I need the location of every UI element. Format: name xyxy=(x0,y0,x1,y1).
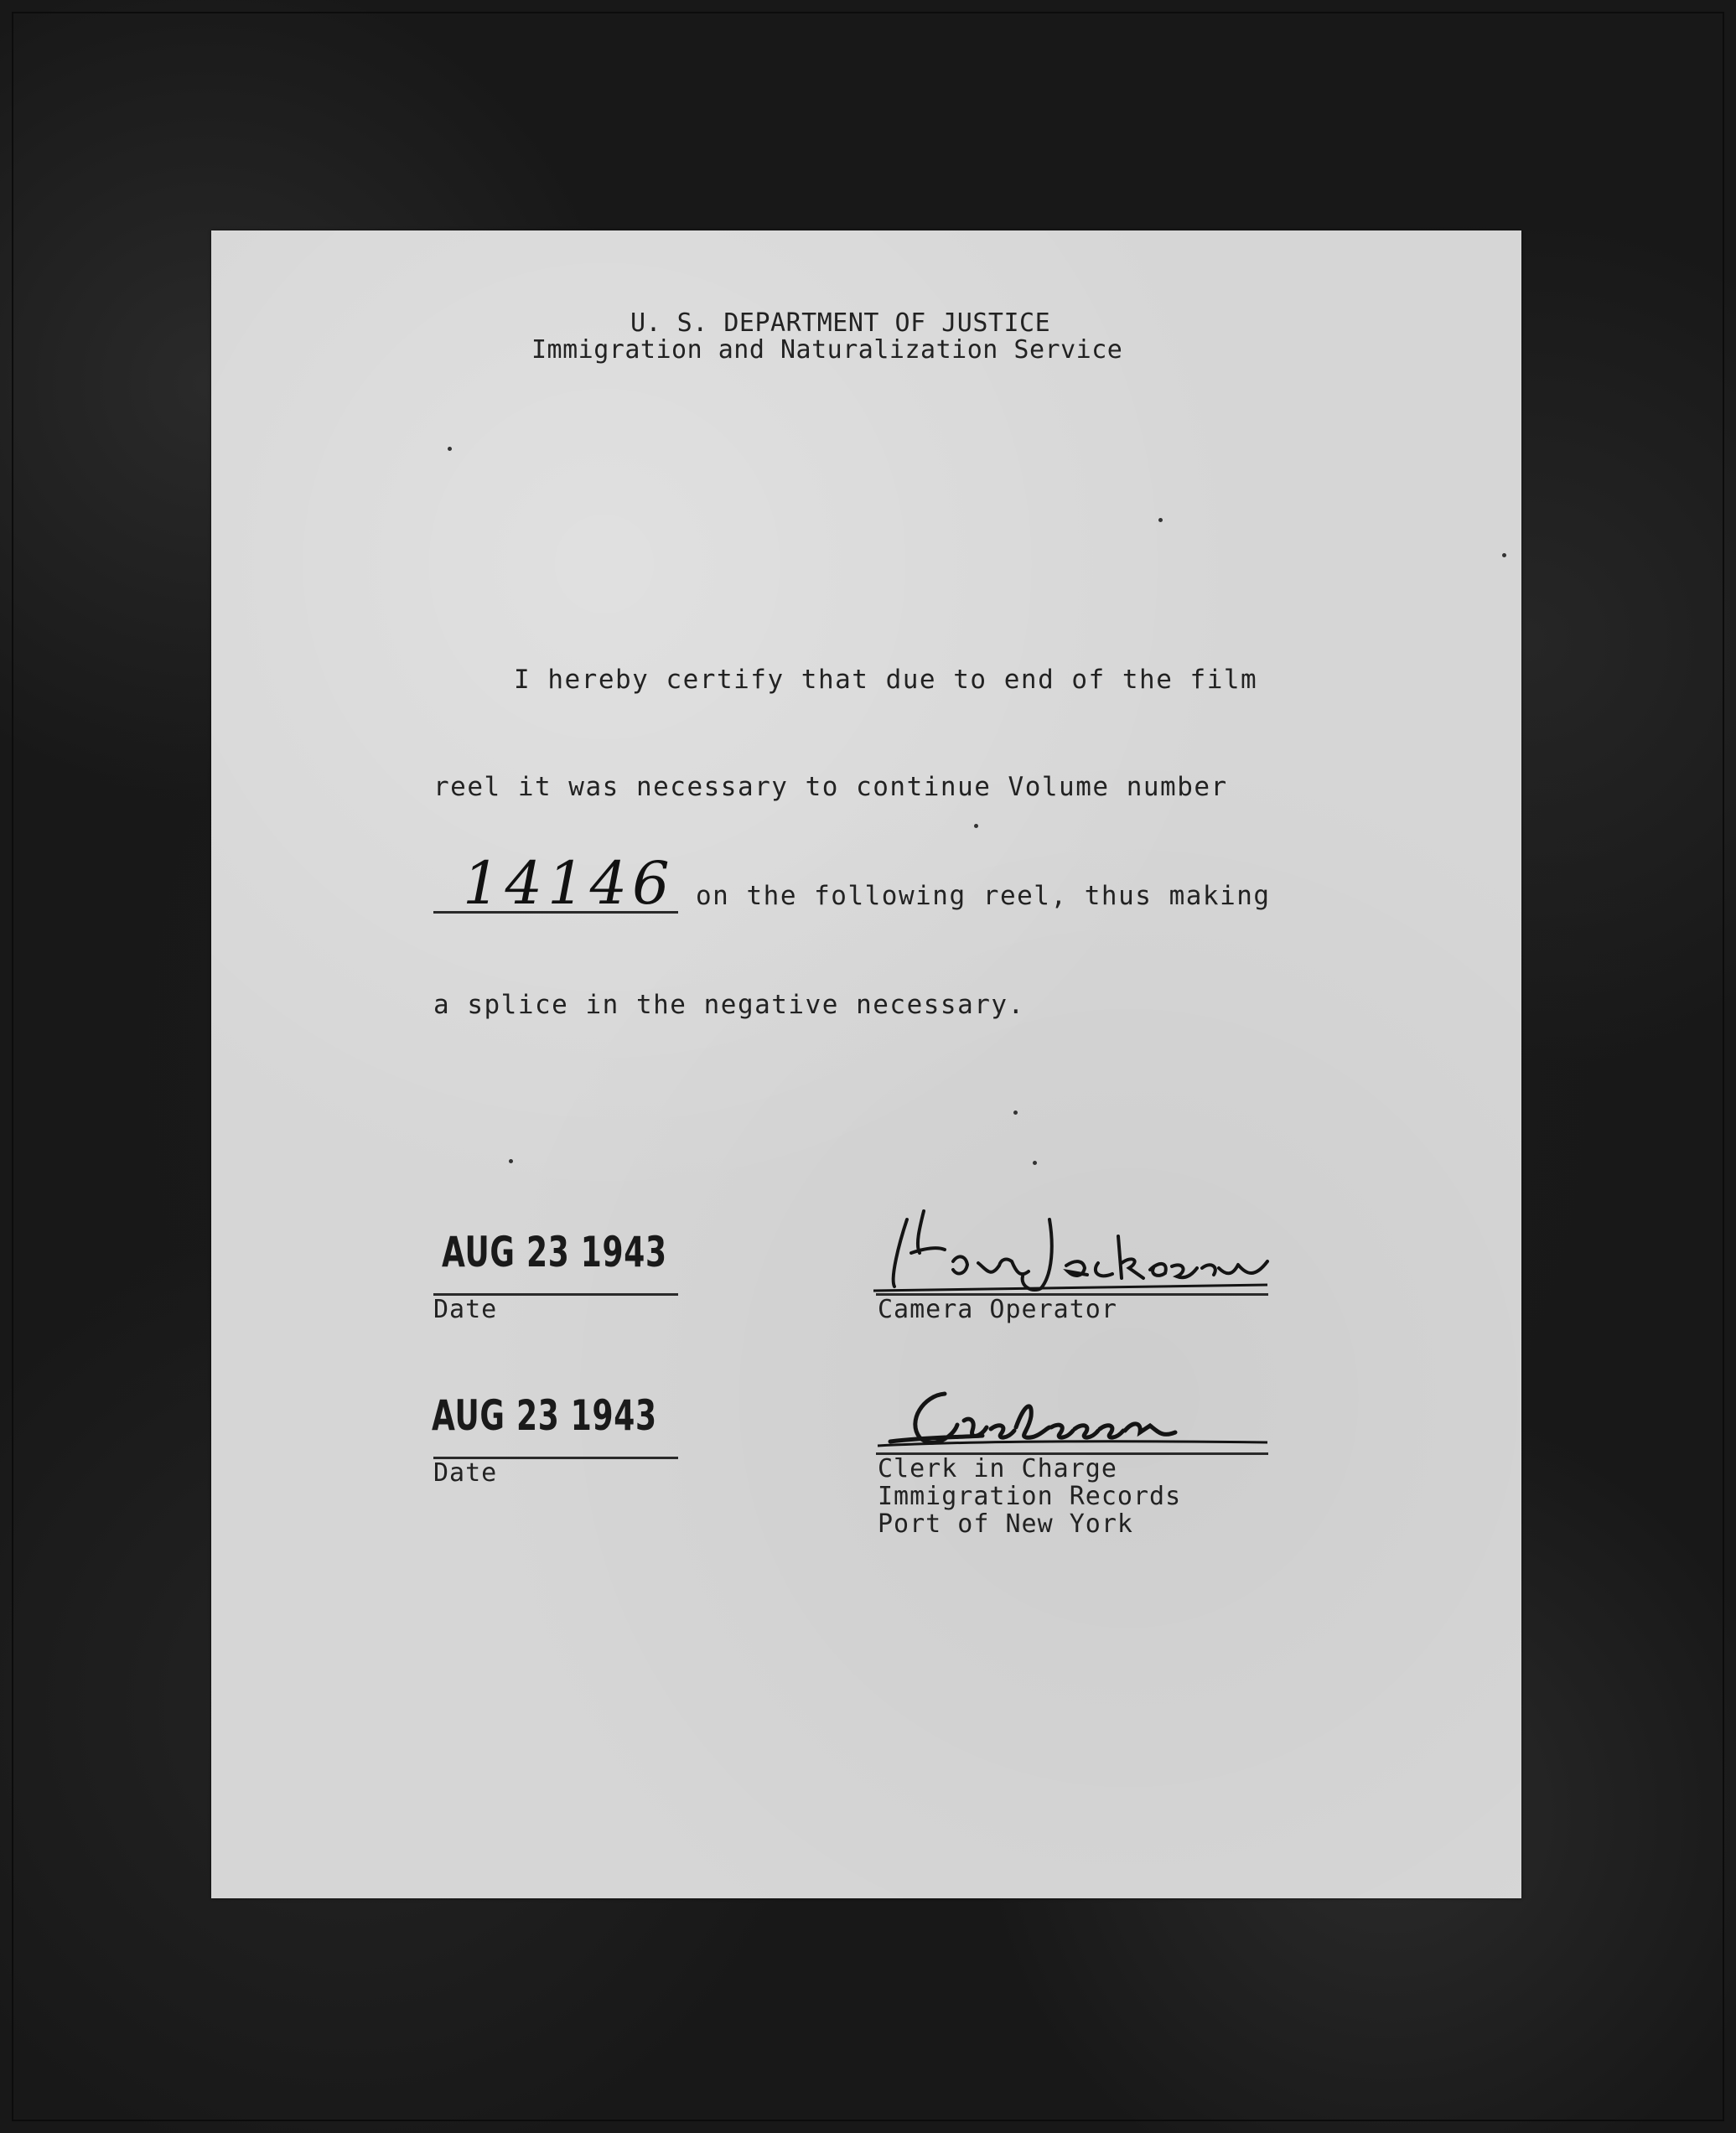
dust-speck xyxy=(448,447,452,451)
department-heading: U. S. DEPARTMENT OF JUSTICE xyxy=(630,308,1051,338)
volume-number-handwritten: 14146 xyxy=(463,849,675,918)
date-label-1: Date xyxy=(433,1295,498,1324)
certificate-line-2: reel it was necessary to continue Volume number xyxy=(433,772,1228,802)
certificate-line-1: I hereby certify that due to end of the film xyxy=(514,665,1258,695)
clerk-label-2: Immigration Records xyxy=(878,1482,1182,1511)
dust-speck xyxy=(1033,1161,1037,1165)
dust-speck xyxy=(509,1159,513,1163)
document-page xyxy=(211,230,1521,1898)
clerk-label-3: Port of New York xyxy=(878,1509,1133,1539)
dust-speck xyxy=(1502,553,1506,557)
volume-number-underline xyxy=(433,911,678,914)
date-stamp-2: AUG 23 1943 xyxy=(432,1391,657,1440)
camera-operator-signature xyxy=(873,1194,1293,1303)
dust-speck xyxy=(1158,518,1163,522)
date-stamp-1: AUG 23 1943 xyxy=(442,1228,667,1276)
dust-speck xyxy=(1013,1111,1018,1115)
certificate-line-4: a splice in the negative necessary. xyxy=(433,990,1025,1020)
clerk-label-1: Clerk in Charge xyxy=(878,1454,1117,1483)
service-heading: Immigration and Naturalization Service xyxy=(531,335,1123,365)
certificate-line-3: on the following reel, thus making xyxy=(696,881,1271,911)
clerk-signature xyxy=(873,1379,1293,1463)
camera-operator-label: Camera Operator xyxy=(878,1295,1117,1324)
date-label-2: Date xyxy=(433,1458,498,1488)
dust-speck xyxy=(974,824,978,828)
